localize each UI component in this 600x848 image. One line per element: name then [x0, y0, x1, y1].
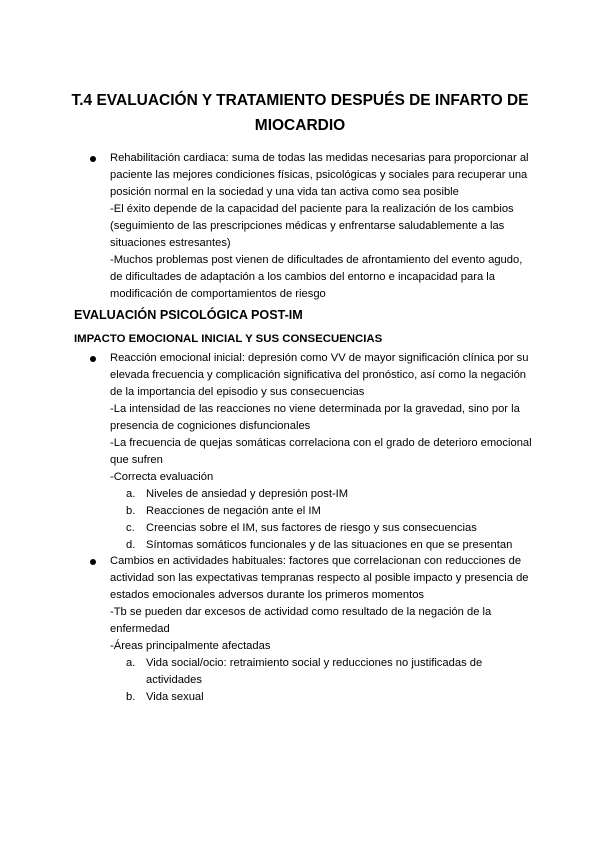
section-heading: EVALUACIÓN PSICOLÓGICA POST-IM — [74, 308, 303, 322]
text-line: modificación de comportamientos de riesgo — [110, 288, 326, 300]
text-line: de la importancia del episodio y sus consecuencias — [110, 386, 365, 398]
list-marker: a. — [126, 488, 136, 500]
list-item: Vida sexual — [146, 691, 204, 703]
text-line: elevada frecuencia y complicación significativa del pronóstico, así como la negación — [110, 369, 527, 381]
text-line: presencia de cogniciones disfuncionales — [110, 420, 311, 432]
list-item-continuation: actividades — [146, 674, 202, 686]
list-item: Vida social/ocio: retraimiento social y reducciones no justificadas de — [146, 657, 483, 669]
list-marker: d. — [126, 539, 136, 551]
list-item: Síntomas somáticos funcionales y de las situaciones en que se presentan — [146, 539, 513, 551]
text-line: -Tb se pueden dar excesos de actividad como resultado de la negación de la — [110, 606, 492, 618]
subsection-heading: IMPACTO EMOCIONAL INICIAL Y SUS CONSECUENCIAS — [74, 333, 383, 345]
list-marker: a. — [126, 657, 136, 669]
list-marker: c. — [126, 522, 135, 534]
text-line: Cambios en actividades habituales: factores que correlacionan con reducciones de — [110, 555, 522, 567]
bullet-dot — [90, 156, 96, 162]
text-line: -El éxito depende de la capacidad del paciente para la realización de los cambios — [110, 203, 514, 215]
text-line: Reacción emocional inicial: depresión como VV de mayor significación clínica por su — [110, 352, 529, 364]
text-line: -Muchos problemas post vienen de dificultades de afrontamiento del evento agudo, — [110, 254, 523, 266]
text-line: Rehabilitación cardiaca: suma de todas las medidas necesarias para proporcionar al — [110, 152, 529, 164]
text-line: de dificultades de adaptación a los cambios del entorno e incapacidad para la — [110, 271, 495, 283]
text-line: -Correcta evaluación — [110, 471, 214, 483]
text-line: situaciones estresantes) — [110, 237, 231, 249]
bullet-dot — [90, 559, 96, 565]
text-line: (seguimiento de las prescripciones médicas y enfrentarse saludablemente a las — [110, 220, 505, 232]
text-line: -La intensidad de las reacciones no viene determinada por la gravedad, sino por la — [110, 403, 520, 415]
page-title-line-1: T.4 EVALUACIÓN Y TRATAMIENTO DESPUÉS DE INFARTO DE — [71, 92, 529, 109]
list-marker: b. — [126, 505, 136, 517]
text-line: posición normal en la sociedad y una vida tan activa como sea posible — [110, 186, 459, 198]
text-line: -La frecuencia de quejas somáticas correlaciona con el grado de deterioro emocional — [110, 437, 532, 449]
page-title-line-2: MIOCARDIO — [254, 117, 346, 134]
text-line: estados emocionales adversos durante los primeros momentos — [110, 589, 425, 601]
bullet-dot — [90, 356, 96, 362]
text-line: que sufren — [110, 454, 163, 466]
text-line: enfermedad — [110, 623, 170, 635]
text-line: paciente las mejores condiciones físicas, psicológicas y sociales para recuperar una — [110, 169, 528, 181]
text-line: -Áreas principalmente afectadas — [110, 640, 271, 652]
list-marker: b. — [126, 691, 136, 703]
page-title — [60, 88, 540, 138]
list-item: Niveles de ansiedad y depresión post-IM — [146, 488, 349, 500]
text-line: actividad son las expectativas tempranas respecto al posible impacto y presencia de — [110, 572, 529, 584]
list-item: Creencias sobre el IM, sus factores de riesgo y sus consecuencias — [146, 522, 477, 534]
list-item: Reacciones de negación ante el IM — [146, 505, 321, 517]
